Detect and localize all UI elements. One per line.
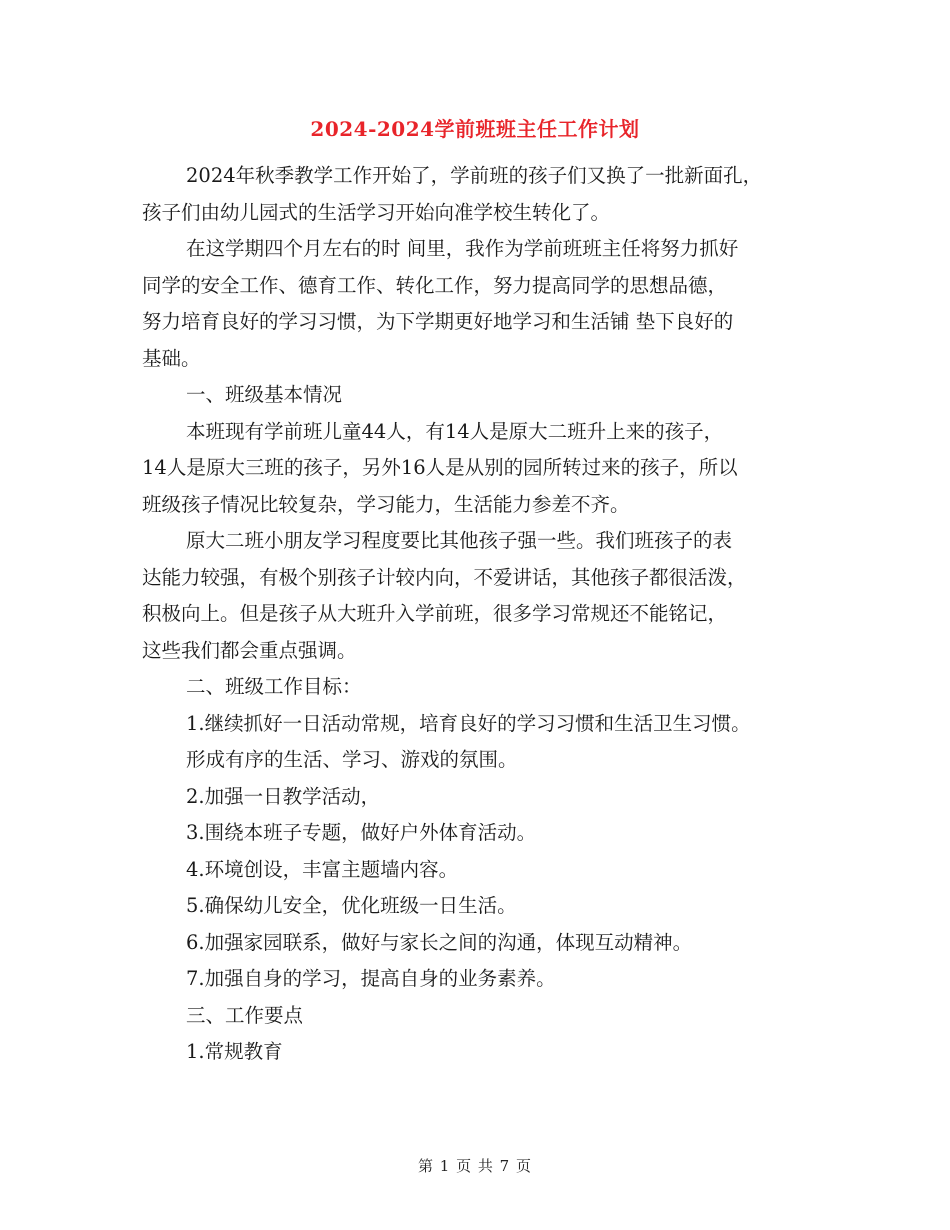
text-line: 2024年秋季教学工作开始了，学前班的孩子们又换了一批新面孔， (186, 164, 763, 187)
text-line: 原大二班小朋友学习程度要比其他孩子强一些。我们班孩子的表 (186, 529, 733, 552)
text-line: 4.环境创设，丰富主题墙内容。 (186, 857, 459, 881)
text-line: 这些我们都会重点强调。 (142, 638, 357, 662)
document-title: 2024-2024学前班班主任工作计划 (310, 117, 640, 141)
text-line: 二、班级工作目标： (186, 675, 362, 698)
text-line: 2.加强一日教学活动， (186, 784, 381, 808)
text-line: 班级孩子情况比较复杂，学习能力，生活能力参差不齐。 (142, 492, 630, 516)
text-line: 3.围绕本班子专题，做好户外体育活动。 (186, 821, 537, 844)
text-line: 同学的安全工作、德育工作、转化工作，努力提高同学的思想品德， (142, 273, 728, 297)
document-body (142, 158, 810, 1071)
text-line: 14人是原大三班的孩子，另外16人是从别的园所转过来的孩子，所以 (142, 456, 738, 479)
text-line: 积极向上。但是孩子从大班升入学前班，很多学习常规还不能铭记， (142, 602, 728, 625)
text-line: 孩子们由幼儿园式的生活学习开始向准学校生转化了。 (142, 200, 611, 224)
text-line: 努力培育良好的学习习惯，为下学期更好地学习和生活铺 垫下良好的 (142, 310, 734, 333)
text-line: 1.继续抓好一日活动常规，培育良好的学习习惯和生活卫生习惯。 (186, 711, 751, 735)
text-line: 三、工作要点 (186, 1003, 304, 1027)
text-line: 达能力较强，有极个别孩子计较内向，不爱讲话，其他孩子都很活泼， (142, 565, 747, 589)
text-line: 本班现有学前班儿童44人，有14人是原大二班升上来的孩子， (186, 419, 724, 443)
text-line: 一、班级基本情况 (186, 383, 343, 406)
text-line: 1.常规教育 (186, 1040, 283, 1063)
text-line: 基础。 (142, 346, 201, 370)
text-line: 在这学期四个月左右的时 间里，我作为学前班班主任将努力抓好 (186, 237, 739, 260)
text-line: 5.确保幼儿安全，优化班级一日生活。 (186, 894, 517, 917)
text-line: 6.加强家园联系，做好与家长之间的沟通，体现互动精神。 (186, 930, 693, 954)
text-line: 7.加强自身的学习，提高自身的业务素养。 (186, 967, 556, 990)
page-footer: 第 1 页 共 7 页 (418, 1157, 532, 1175)
text-line: 形成有序的生活、学习、游戏的氛围。 (186, 748, 518, 771)
